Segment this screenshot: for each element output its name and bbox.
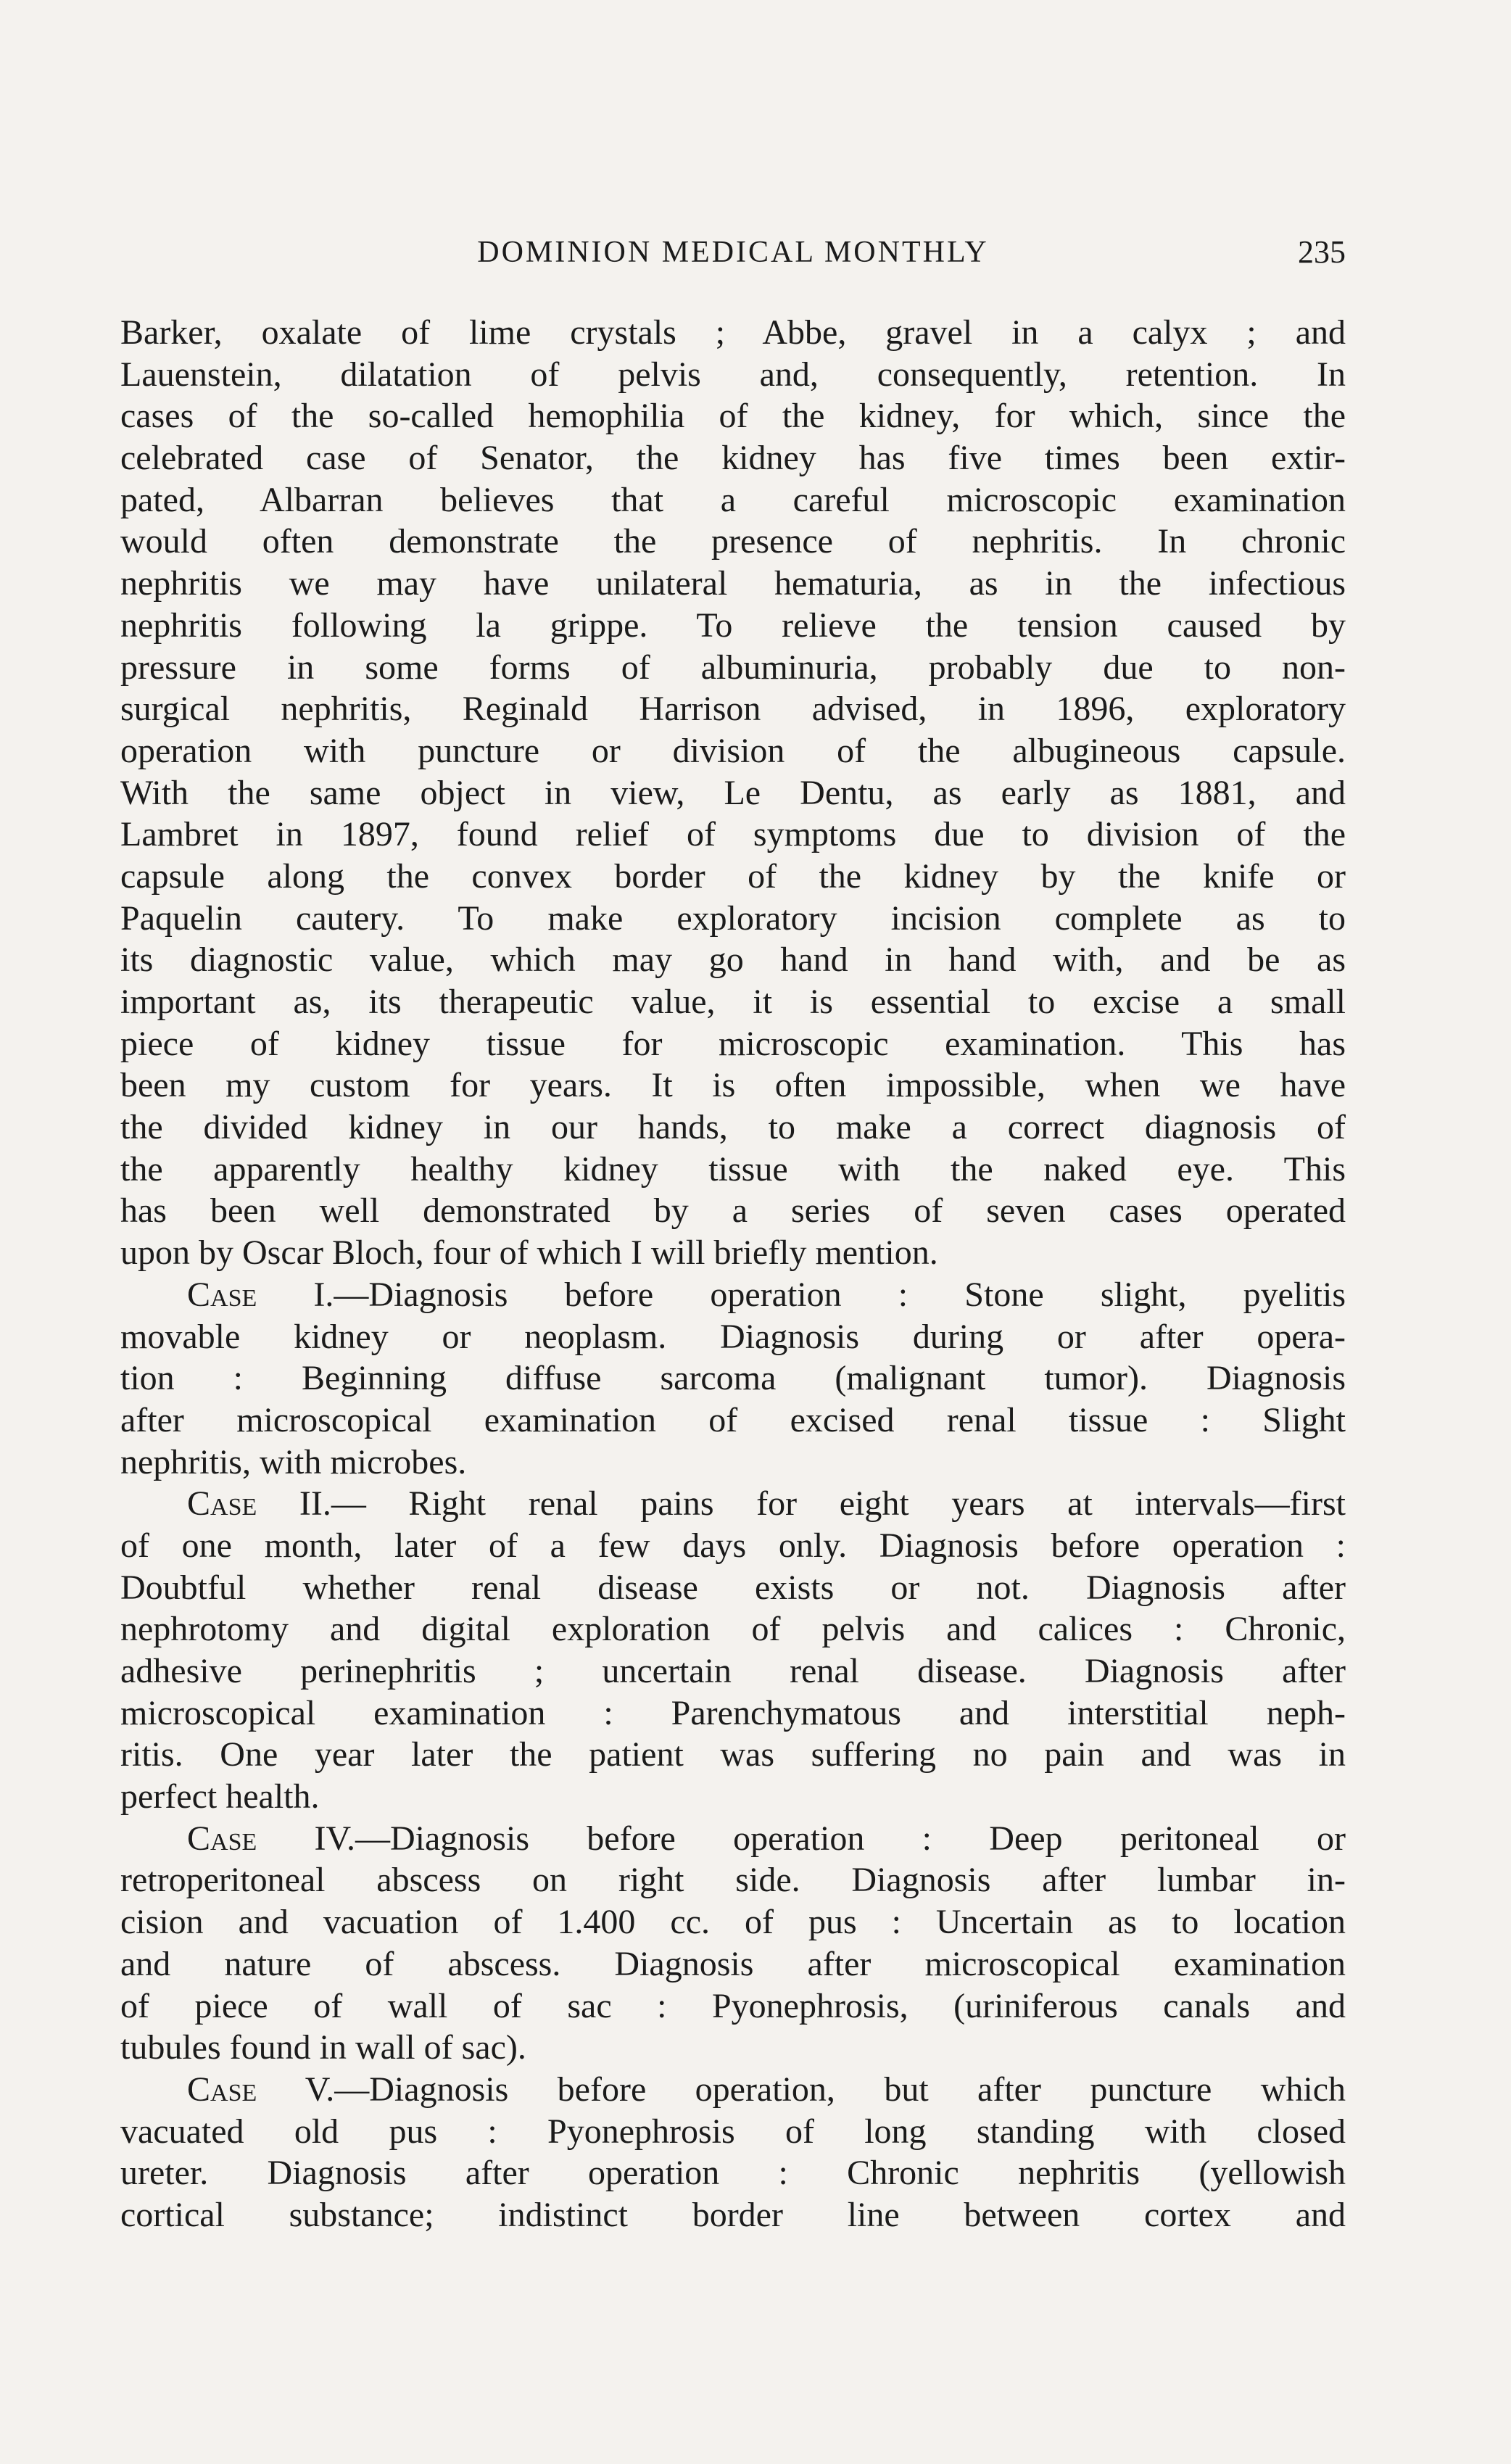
text-line: nephrotomy and digital exploration of pelvis and calices : Chronic, — [120, 1610, 1346, 1649]
text-line: pated, Albarran believes that a careful microscopic examination — [120, 480, 1346, 519]
text-line: nephritis following la grippe. To relieve the tension caused by — [120, 605, 1346, 645]
text-line: Barker, oxalate of lime crystals ; Abbe, gravel in a calyx ; and — [120, 313, 1346, 352]
text-line: capsule along the convex border of the kidney by the knife or — [120, 856, 1346, 896]
running-title: DOMINION MEDICAL MONTHLY — [477, 236, 989, 269]
case-first-line — [120, 1818, 1346, 1860]
case-first-line — [120, 1483, 1346, 1525]
text-line: ritis. One year later the patient was suffering no pain and was in — [120, 1735, 1346, 1774]
case-label: Case V. — [187, 2070, 335, 2109]
page-number: 235 — [1298, 234, 1346, 270]
paragraph-case-5 — [120, 2069, 1346, 2236]
text-line: and nature of abscess. Diagnosis after microscopical examination — [120, 1944, 1346, 1983]
text-line: tion : Beginning diffuse sarcoma (malignant tumor). Diagnosis — [120, 1359, 1346, 1398]
case-text: —Diagnosis before operation, but after puncture which — [334, 2070, 1346, 2109]
paragraph-intro — [120, 312, 1346, 1274]
text-line: the divided kidney in our hands, to make a correct diagnosis of — [120, 1108, 1346, 1147]
text-line: would often demonstrate the presence of nephritis. In chronic — [120, 522, 1346, 561]
text-line: nephritis, with microbes. — [120, 1442, 467, 1481]
body-text — [120, 312, 1346, 2236]
text-line: cision and vacuation of 1.400 cc. of pus : Uncertain as to location — [120, 1903, 1346, 1942]
text-line: Paquelin cautery. To make exploratory incision complete as to — [120, 898, 1346, 938]
text-line: vacuated old pus : Pyonephrosis of long standing with closed — [120, 2112, 1346, 2151]
paragraph-case-1 — [120, 1274, 1346, 1483]
case-label: Case I. — [187, 1275, 334, 1314]
text-line: movable kidney or neoplasm. Diagnosis during or after opera- — [120, 1317, 1346, 1356]
case-label: Case II. — [187, 1484, 331, 1524]
text-line: celebrated case of Senator, the kidney has five times been extir- — [120, 439, 1346, 478]
text-line: perfect health. — [120, 1777, 320, 1816]
paragraph-case-2 — [120, 1483, 1346, 1818]
text-line: operation with puncture or division of the albugineous capsule. — [120, 731, 1346, 770]
paragraph-case-4 — [120, 1818, 1346, 2069]
case-label: Case IV. — [187, 1819, 355, 1858]
text-line: has been well demonstrated by a series of seven cases operated — [120, 1191, 1346, 1231]
case-text: —Diagnosis before operation : Deep peritoneal or — [355, 1819, 1346, 1858]
text-line: of piece of wall of sac : Pyonephrosis, (uriniferous canals and — [120, 1986, 1346, 2025]
text-line: ureter. Diagnosis after operation : Chronic nephritis (yellowish — [120, 2154, 1346, 2193]
text-line: adhesive perinephritis ; uncertain renal disease. Diagnosis after — [120, 1652, 1346, 1690]
text-line: after microscopical examination of excised renal tissue : Slight — [120, 1400, 1346, 1439]
text-line: important as, its therapeutic value, it is essential to excise a small — [120, 983, 1346, 1021]
text-line: of one month, later of a few days only. Diagnosis before operation : — [120, 1526, 1346, 1565]
text-line: tubules found in wall of sac). — [120, 2028, 526, 2067]
case-text: — Right renal pains for eight years at intervals—first — [331, 1484, 1346, 1524]
text-line: the apparently healthy kidney tissue with the naked eye. This — [120, 1149, 1346, 1188]
text-line: piece of kidney tissue for microscopic examination. This has — [120, 1024, 1346, 1063]
running-head — [120, 229, 1346, 276]
text-line: microscopical examination : Parenchymatous and interstitial neph- — [120, 1693, 1346, 1732]
text-line: retroperitoneal abscess on right side. Diagnosis after lumbar in- — [120, 1861, 1346, 1900]
case-first-line — [120, 1274, 1346, 1316]
text-line: Doubtful whether renal disease exists or not. Diagnosis after — [120, 1568, 1346, 1607]
text-line: cases of the so-called hemophilia of the kidney, for which, since the — [120, 397, 1346, 436]
text-line: cortical substance; indistinct border line between cortex and — [120, 2195, 1346, 2234]
text-line: pressure in some forms of albuminuria, probably due to non- — [120, 648, 1346, 687]
case-first-line — [120, 2069, 1346, 2111]
text-line: its diagnostic value, which may go hand in hand with, and be as — [120, 940, 1346, 980]
text-line: been my custom for years. It is often impossible, when we have — [120, 1066, 1346, 1105]
text-line: Lauenstein, dilatation of pelvis and, consequently, retention. In — [120, 355, 1346, 394]
text-line: Lambret in 1897, found relief of symptoms due to division of the — [120, 815, 1346, 854]
text-line: With the same object in view, Le Dentu, as early as 1881, and — [120, 773, 1346, 812]
text-line: surgical nephritis, Reginald Harrison advised, in 1896, exploratory — [120, 690, 1346, 729]
text-line: nephritis we may have unilateral hematuria, as in the infectious — [120, 564, 1346, 603]
case-text: —Diagnosis before operation : Stone slight, pyelitis — [334, 1275, 1346, 1314]
text-line: upon by Oscar Bloch, four of which I will briefly mention. — [120, 1233, 938, 1273]
